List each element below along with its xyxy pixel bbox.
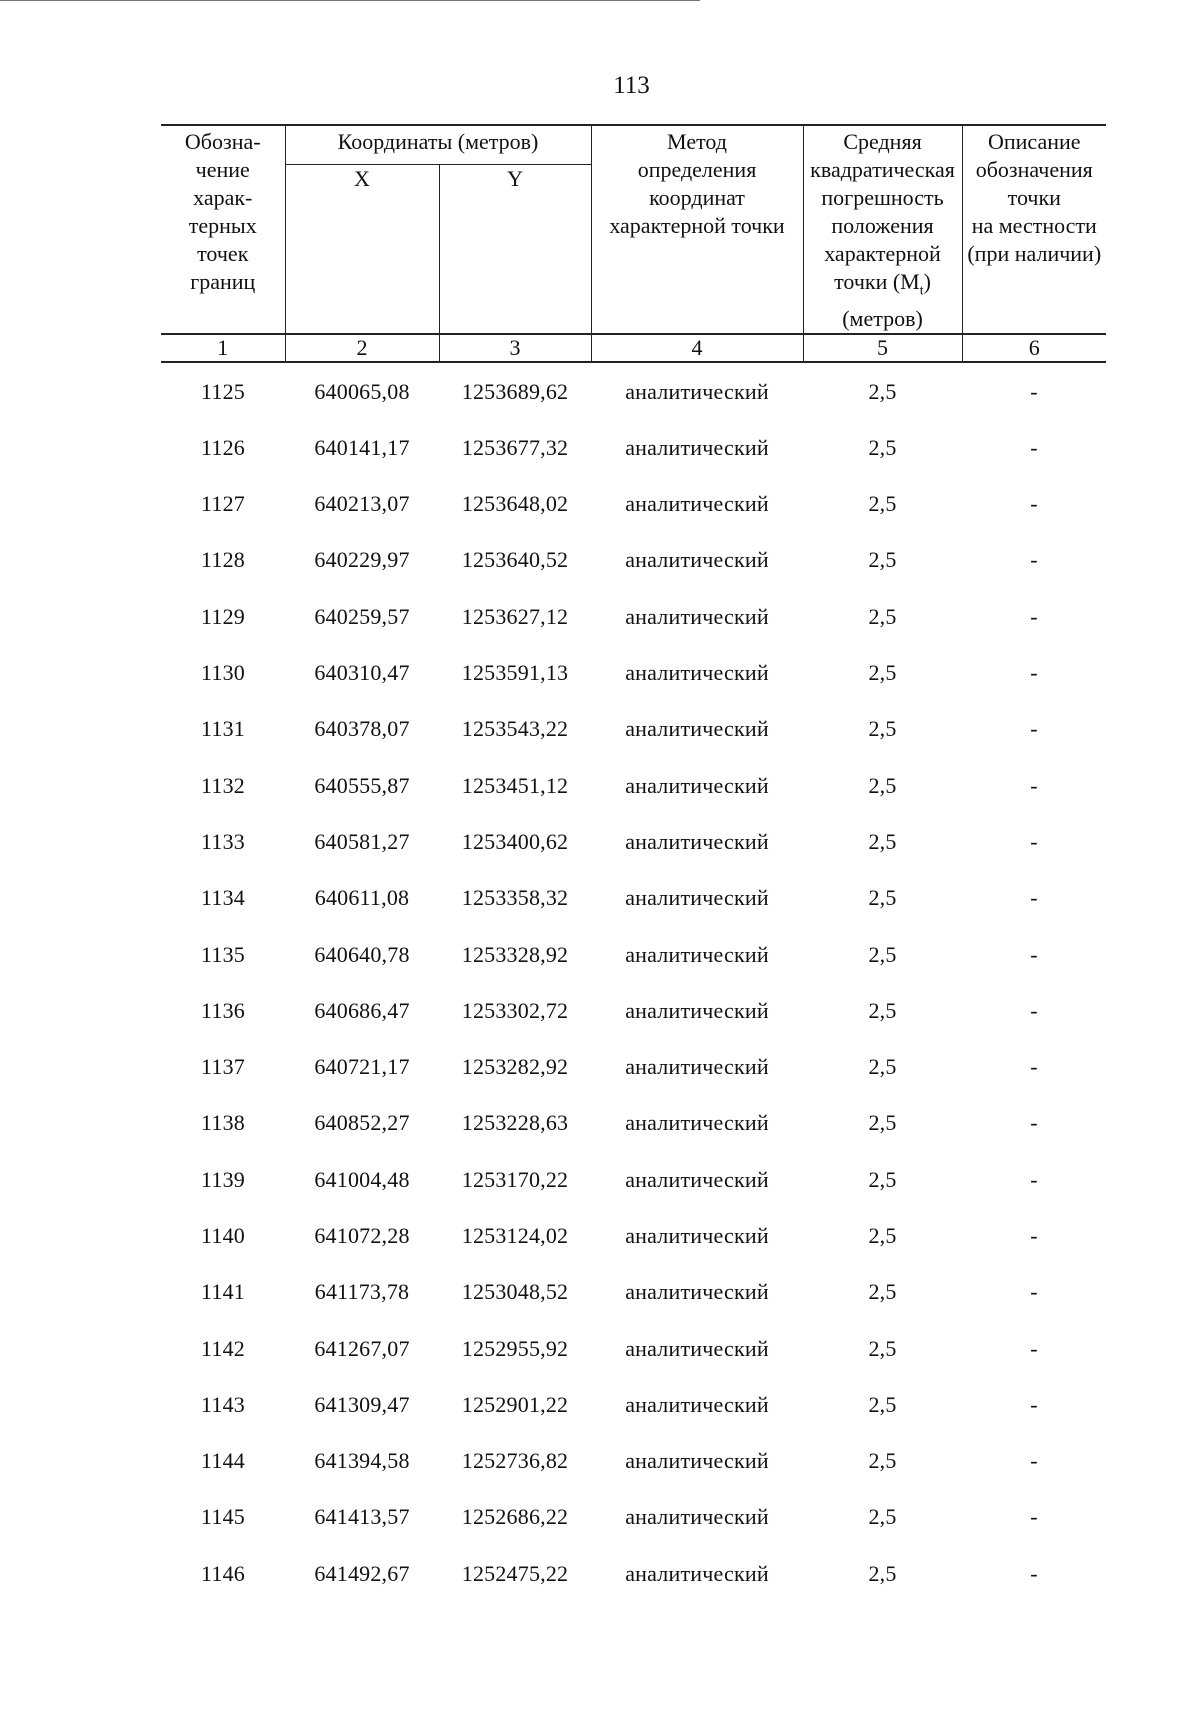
cell-point-id: 1125	[201, 378, 245, 404]
cell-description: -	[1030, 1504, 1038, 1530]
cell-description: -	[1030, 997, 1038, 1023]
cell-y: 1253124,02	[461, 1222, 569, 1248]
cell-error: 2,5	[868, 941, 897, 967]
column-number: 3	[439, 334, 591, 362]
cell-x: 641173,78	[314, 1279, 410, 1305]
cell-x: 640065,08	[314, 378, 410, 404]
cell-error: 2,5	[868, 434, 897, 460]
cell-y: 1253170,22	[461, 1166, 569, 1192]
table-row	[161, 701, 1106, 757]
column-number: 1	[161, 334, 285, 362]
cell-error: 2,5	[868, 1279, 897, 1305]
header-y: Y	[439, 165, 591, 335]
cell-method: аналитический	[625, 1560, 769, 1586]
cell-error: 2,5	[868, 997, 897, 1023]
table-row	[161, 983, 1106, 1039]
header-description: Описание обозначения точки на местности (при наличии)	[962, 125, 1106, 334]
cell-method: аналитический	[625, 716, 769, 742]
table-row	[161, 476, 1106, 532]
cell-description: -	[1030, 885, 1038, 911]
cell-method: аналитический	[625, 1504, 769, 1530]
column-number: 2	[285, 334, 439, 362]
cell-y: 1253048,52	[461, 1279, 569, 1305]
cell-y: 1253228,63	[461, 1110, 569, 1136]
cell-description: -	[1030, 1335, 1038, 1361]
cell-description: -	[1030, 1222, 1038, 1248]
cell-description: -	[1030, 378, 1038, 404]
cell-method: аналитический	[625, 941, 769, 967]
table-row	[161, 420, 1106, 476]
cell-point-id: 1140	[201, 1222, 245, 1248]
header-point-designation: Обозна- чение харак- терных точек границ	[161, 125, 285, 334]
cell-y: 1253689,62	[461, 378, 569, 404]
cell-method: аналитический	[625, 1166, 769, 1192]
table-row	[161, 1489, 1106, 1545]
cell-description: -	[1030, 660, 1038, 686]
cell-x: 640310,47	[314, 660, 410, 686]
header-x: X	[285, 165, 439, 335]
cell-x: 641394,58	[314, 1448, 410, 1474]
header-method: Метод определения координат характерной точки	[591, 125, 803, 334]
cell-point-id: 1136	[201, 997, 245, 1023]
cell-description: -	[1030, 491, 1038, 517]
cell-description: -	[1030, 772, 1038, 798]
cell-x: 641413,57	[314, 1504, 410, 1530]
cell-method: аналитический	[625, 378, 769, 404]
cell-description: -	[1030, 1166, 1038, 1192]
cell-description: -	[1030, 1279, 1038, 1305]
cell-x: 640581,27	[314, 828, 410, 854]
cell-y: 1253640,52	[461, 547, 569, 573]
cell-error: 2,5	[868, 547, 897, 573]
cell-method: аналитический	[625, 885, 769, 911]
cell-x: 640378,07	[314, 716, 410, 742]
cell-point-id: 1129	[201, 603, 245, 629]
cell-x: 640686,47	[314, 997, 410, 1023]
cell-error: 2,5	[868, 1110, 897, 1136]
header-coordinates-group: Координаты (метров)	[285, 125, 591, 165]
cell-x: 640640,78	[314, 941, 410, 967]
table-row	[161, 1095, 1106, 1151]
cell-point-id: 1142	[201, 1335, 245, 1361]
cell-point-id: 1126	[201, 434, 245, 460]
cell-x: 641072,28	[314, 1222, 410, 1248]
cell-y: 1253543,22	[461, 716, 569, 742]
cell-method: аналитический	[625, 1110, 769, 1136]
cell-y: 1253591,13	[461, 660, 569, 686]
cell-y: 1253677,32	[461, 434, 569, 460]
cell-error: 2,5	[868, 1335, 897, 1361]
cell-y: 1252736,82	[461, 1448, 569, 1474]
cell-y: 1253358,32	[461, 885, 569, 911]
cell-description: -	[1030, 1054, 1038, 1080]
cell-description: -	[1030, 1560, 1038, 1586]
cell-error: 2,5	[868, 716, 897, 742]
cell-x: 641004,48	[314, 1166, 410, 1192]
cell-x: 640259,57	[314, 603, 410, 629]
cell-y: 1253400,62	[461, 828, 569, 854]
cell-error: 2,5	[868, 1504, 897, 1530]
cell-point-id: 1146	[201, 1560, 245, 1586]
cell-method: аналитический	[625, 828, 769, 854]
cell-method: аналитический	[625, 1448, 769, 1474]
cell-error: 2,5	[868, 378, 897, 404]
cell-method: аналитический	[625, 1335, 769, 1361]
cell-x: 640721,17	[314, 1054, 410, 1080]
cell-error: 2,5	[868, 1054, 897, 1080]
cell-y: 1253282,92	[461, 1054, 569, 1080]
cell-point-id: 1139	[201, 1166, 245, 1192]
cell-x: 640141,17	[314, 434, 410, 460]
cell-description: -	[1030, 1448, 1038, 1474]
cell-description: -	[1030, 941, 1038, 967]
cell-error: 2,5	[868, 1448, 897, 1474]
cell-method: аналитический	[625, 1391, 769, 1417]
table-row	[161, 870, 1106, 926]
cell-point-id: 1135	[201, 941, 245, 967]
table-row	[161, 362, 1106, 419]
table-row	[161, 645, 1106, 701]
cell-point-id: 1130	[201, 660, 245, 686]
cell-point-id: 1133	[201, 828, 245, 854]
coordinates-table	[161, 124, 1106, 1602]
cell-error: 2,5	[868, 1560, 897, 1586]
cell-y: 1253328,92	[461, 941, 569, 967]
cell-error: 2,5	[868, 828, 897, 854]
cell-point-id: 1127	[201, 491, 245, 517]
cell-point-id: 1143	[201, 1391, 245, 1417]
cell-point-id: 1128	[201, 547, 245, 573]
cell-x: 641492,67	[314, 1560, 410, 1586]
table-row	[161, 757, 1106, 813]
cell-point-id: 1137	[201, 1054, 245, 1080]
cell-error: 2,5	[868, 1391, 897, 1417]
table-row	[161, 589, 1106, 645]
cell-point-id: 1144	[201, 1448, 245, 1474]
cell-method: аналитический	[625, 997, 769, 1023]
cell-description: -	[1030, 1391, 1038, 1417]
cell-error: 2,5	[868, 772, 897, 798]
cell-point-id: 1141	[201, 1279, 245, 1305]
cell-y: 1252475,22	[461, 1560, 569, 1586]
cell-point-id: 1134	[201, 885, 245, 911]
column-number: 6	[962, 334, 1106, 362]
table-row	[161, 1433, 1106, 1489]
cell-error: 2,5	[868, 491, 897, 517]
cell-method: аналитический	[625, 1279, 769, 1305]
cell-x: 640555,87	[314, 772, 410, 798]
cell-method: аналитический	[625, 603, 769, 629]
cell-method: аналитический	[625, 772, 769, 798]
cell-description: -	[1030, 1110, 1038, 1136]
table-row	[161, 1264, 1106, 1320]
cell-x: 641309,47	[314, 1391, 410, 1417]
header-mean-square-error: Средняя квадратическая погрешность положения характерной точки $(M_t)$ (метров)	[803, 125, 962, 334]
cell-y: 1253451,12	[461, 772, 569, 798]
table-row	[161, 814, 1106, 870]
table-row	[161, 1208, 1106, 1264]
cell-x: 641267,07	[314, 1335, 410, 1361]
cell-description: -	[1030, 828, 1038, 854]
cell-y: 1253302,72	[461, 997, 569, 1023]
cell-description: -	[1030, 716, 1038, 742]
cell-point-id: 1145	[201, 1504, 245, 1530]
cell-x: 640229,97	[314, 547, 410, 573]
table-row	[161, 1320, 1106, 1376]
column-number: 5	[803, 334, 962, 362]
cell-method: аналитический	[625, 1222, 769, 1248]
page-top-edge-line	[0, 0, 700, 1]
page-number: 113	[613, 72, 650, 99]
cell-method: аналитический	[625, 547, 769, 573]
table-row	[161, 1152, 1106, 1208]
cell-y: 1252686,22	[461, 1504, 569, 1530]
table-row	[161, 532, 1106, 588]
cell-y: 1252901,22	[461, 1391, 569, 1417]
cell-point-id: 1138	[201, 1110, 245, 1136]
cell-description: -	[1030, 434, 1038, 460]
table-row	[161, 1039, 1106, 1095]
cell-error: 2,5	[868, 660, 897, 686]
table-row	[161, 926, 1106, 982]
table-row	[161, 1546, 1106, 1602]
cell-y: 1253627,12	[461, 603, 569, 629]
cell-method: аналитический	[625, 491, 769, 517]
cell-method: аналитический	[625, 1054, 769, 1080]
cell-error: 2,5	[868, 1166, 897, 1192]
table-row	[161, 1377, 1106, 1433]
cell-y: 1252955,92	[461, 1335, 569, 1361]
table-body	[161, 362, 1106, 1602]
cell-x: 640611,08	[314, 885, 410, 911]
cell-error: 2,5	[868, 885, 897, 911]
cell-description: -	[1030, 603, 1038, 629]
cell-method: аналитический	[625, 434, 769, 460]
cell-error: 2,5	[868, 603, 897, 629]
cell-x: 640213,07	[314, 491, 410, 517]
column-number: 4	[591, 334, 803, 362]
cell-error: 2,5	[868, 1222, 897, 1248]
cell-method: аналитический	[625, 660, 769, 686]
cell-description: -	[1030, 547, 1038, 573]
cell-y: 1253648,02	[461, 491, 569, 517]
cell-x: 640852,27	[314, 1110, 410, 1136]
cell-point-id: 1132	[201, 772, 245, 798]
cell-point-id: 1131	[201, 716, 245, 742]
